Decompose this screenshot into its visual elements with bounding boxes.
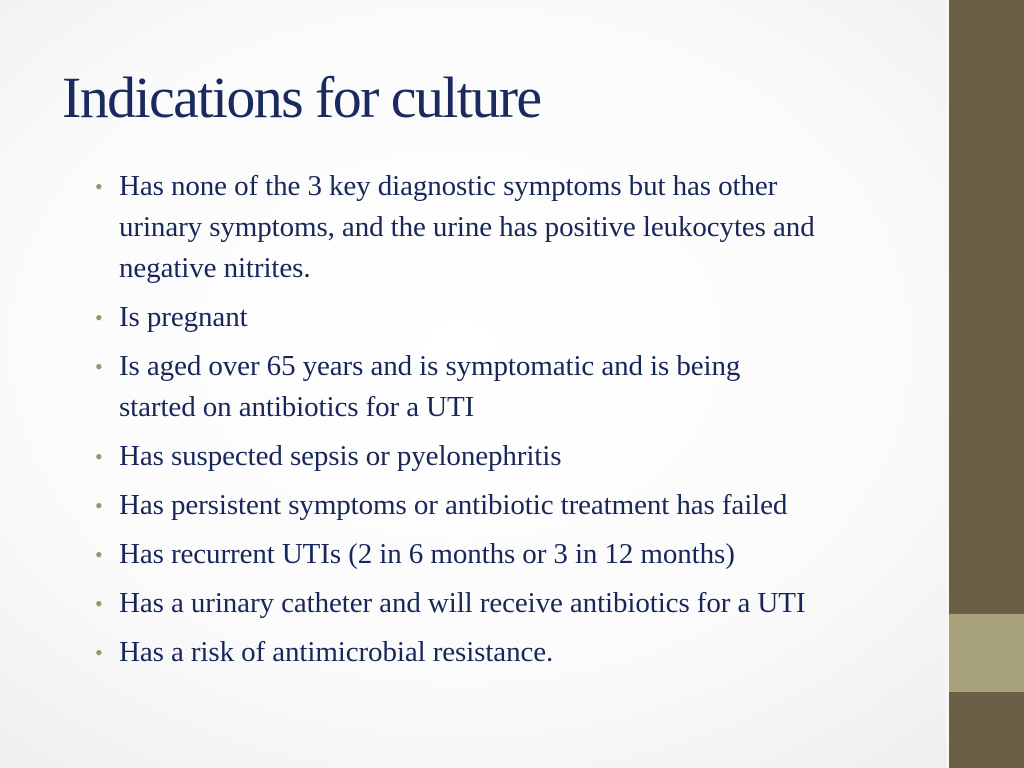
sidebar-dark-band [946, 0, 1024, 614]
bullet-text-line: Is pregnant [119, 301, 248, 333]
bullet-text-line: Has persistent symptoms or antibiotic treatment has failed [119, 489, 788, 521]
bullet-item-6 [95, 534, 955, 575]
bullet-item-5 [95, 485, 955, 526]
bullet-text-line: Has a urinary catheter and will receive antibiotics for a UTI [119, 587, 806, 619]
bullet-item-4 [95, 436, 955, 477]
bullet-icon: • [95, 591, 103, 616]
bullet-text-line: urinary symptoms, and the urine has positive leukocytes and [119, 211, 815, 243]
bullet-icon: • [95, 354, 103, 379]
bullet-icon: • [95, 493, 103, 518]
sidebar-dark-band-bottom [946, 692, 1024, 768]
bullet-item-1 [95, 166, 955, 289]
bullet-item-3 [95, 346, 955, 428]
bullet-item-8 [95, 632, 955, 673]
bullet-icon: • [95, 640, 103, 665]
sidebar-accent-band [946, 614, 1024, 692]
decorative-sidebar [946, 0, 1024, 768]
bullet-text-line: Has none of the 3 key diagnostic symptoms but has other [119, 170, 778, 202]
bullet-text-line: Has a risk of antimicrobial resistance. [119, 636, 554, 668]
bullet-list [95, 166, 955, 681]
bullet-text-line: negative nitrites. [119, 252, 311, 284]
sidebar-edge-line [946, 0, 949, 768]
bullet-text-line: started on antibiotics for a UTI [119, 391, 475, 423]
bullet-icon: • [95, 174, 103, 199]
bullet-text-line: Is aged over 65 years and is symptomatic and is being [119, 350, 741, 382]
bullet-text-line: Has suspected sepsis or pyelonephritis [119, 440, 562, 472]
bullet-icon: • [95, 542, 103, 567]
bullet-item-7 [95, 583, 955, 624]
slide-title: Indications for culture [62, 65, 541, 130]
bullet-icon: • [95, 305, 103, 330]
bullet-icon: • [95, 444, 103, 469]
bullet-text-line: Has recurrent UTIs (2 in 6 months or 3 in 12 months) [119, 538, 735, 570]
bullet-item-2 [95, 297, 955, 338]
